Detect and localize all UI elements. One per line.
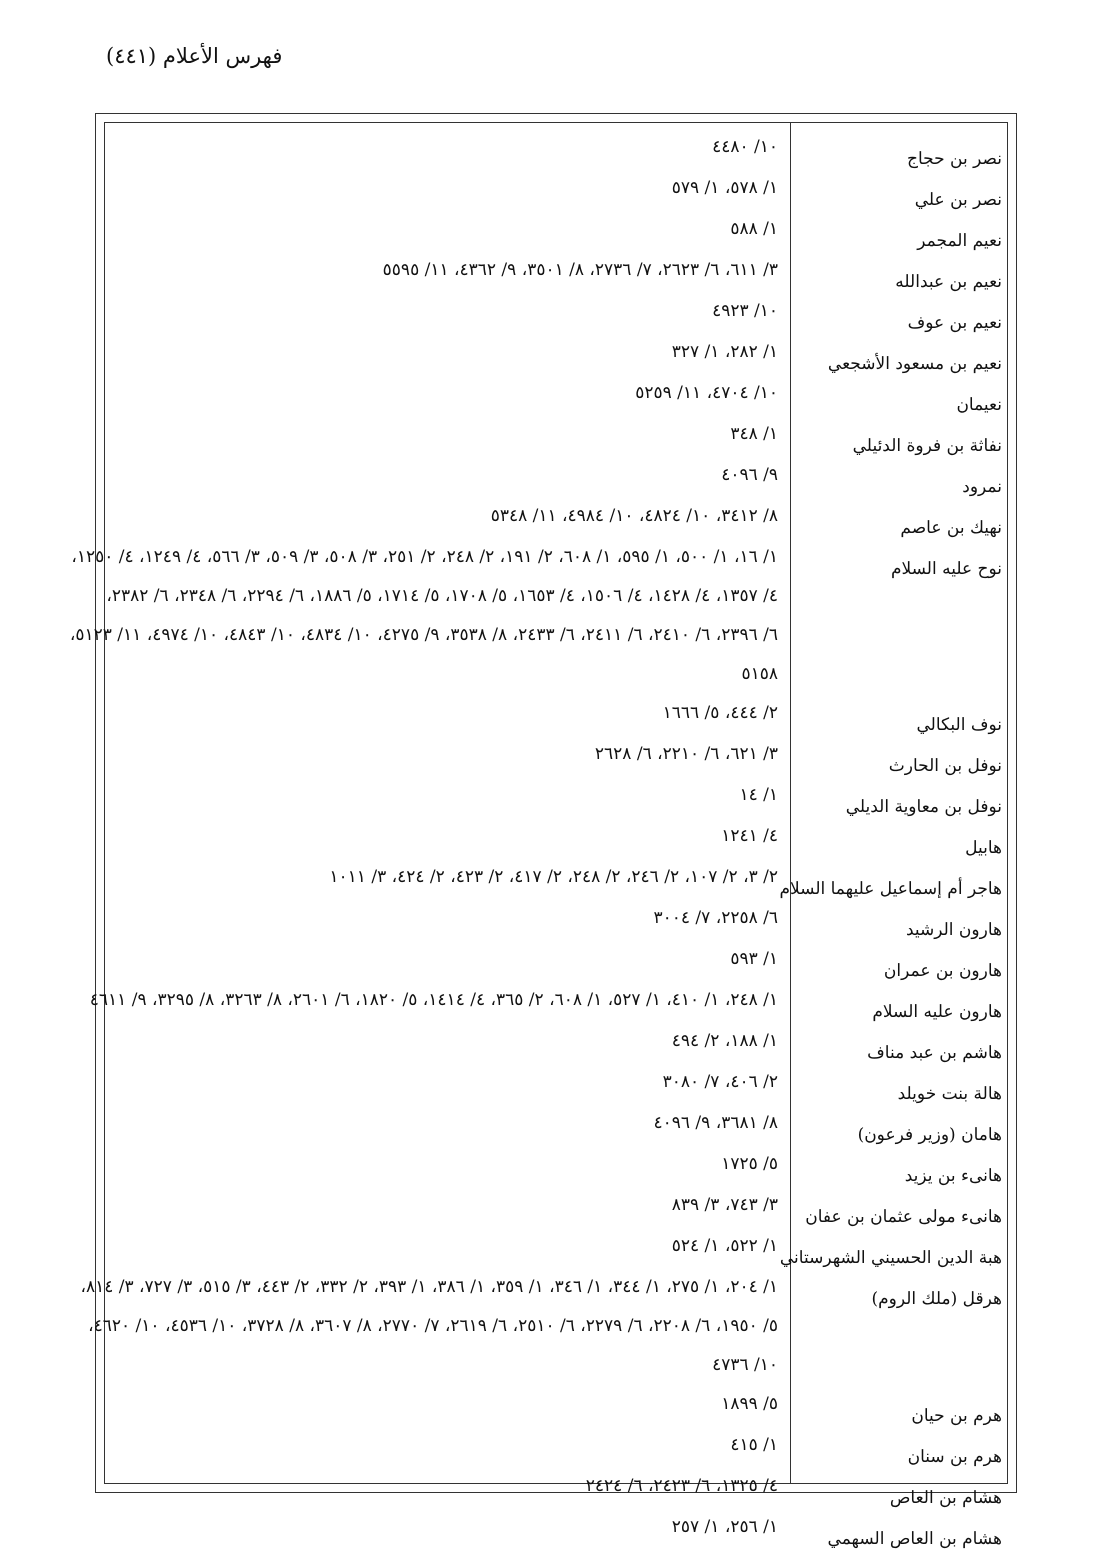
entry-references xyxy=(66,538,790,694)
reference-line: ٥/ ١٩٥٠، ٦/ ٢٢٠٨، ٦/ ٢٢٧٩، ٦/ ٢٥١٠، ٦/ ٢٦١٩، ٧/ ٢٧٧٠، ٨/ ٣٦٠٧، ٨/ ٣٧٢٨، ١٠/ ٤٥٣٦، ١٠/ ٤٦٢٠، xyxy=(88,1316,778,1336)
entry-references xyxy=(104,858,790,899)
reference-line: ٥/ ١٧٢٥ xyxy=(721,1154,778,1174)
entry-name: هرقل (ملك الروم) xyxy=(871,1289,1002,1309)
index-entry xyxy=(104,817,1008,858)
entry-references xyxy=(76,1268,790,1385)
reference-line: ٨/ ٣٦٨١، ٩/ ٤٠٩٦ xyxy=(653,1113,778,1133)
entry-name: هامان (وزير فرعون) xyxy=(857,1125,1002,1145)
index-entry xyxy=(104,735,1008,776)
index-entry xyxy=(69,538,1008,694)
reference-line: ٤/ ١٢٤١ xyxy=(721,826,778,846)
reference-line: ٤/ ١٣٢٥، ٦/ ٢٤٢٣، ٦/ ٢٤٢٤ xyxy=(585,1476,778,1496)
reference-line: ١٠/ ٤٧٠٤، ١١/ ٥٢٥٩ xyxy=(635,383,778,403)
entry-name: نعيم بن مسعود الأشجعي xyxy=(827,354,1002,374)
index-entry xyxy=(89,981,1008,1022)
reference-line: ١/ ٢٤٨، ١/ ٤١٠، ١/ ٥٢٧، ١/ ٦٠٨، ٢/ ٣٦٥، ٤/ ١٤١٤، ٥/ ١٨٢٠، ٦/ ٢٦٠١، ٨/ ٣٢٦٣، ٨/ ٣٢٩٥، ٩/ ٤٦١١ xyxy=(89,990,778,1010)
index-entry xyxy=(104,128,1008,169)
entry-name: نعيمان xyxy=(956,395,1002,415)
reference-line: ٣/ ٦١١، ٦/ ٢٦٢٣، ٧/ ٢٧٣٦، ٨/ ٣٥٠١، ٩/ ٤٣٦٢، ١١/ ٥٥٩٥ xyxy=(382,260,778,280)
entry-references xyxy=(104,776,790,817)
reference-line: ١/ ٥٩٣ xyxy=(730,949,778,969)
entry-references xyxy=(86,981,790,1022)
reference-line: ١/ ٤١٥ xyxy=(730,1435,778,1455)
entry-references xyxy=(104,128,790,169)
entry-name: هانىء بن يزيد xyxy=(904,1166,1002,1186)
entry-references xyxy=(104,169,790,210)
entry-name: هرم بن سنان xyxy=(907,1447,1002,1467)
reference-line: ١/ ٥٢٢، ١/ ٥٢٤ xyxy=(671,1236,778,1256)
entry-references xyxy=(104,210,790,251)
index-entry xyxy=(104,1145,1008,1186)
entry-name: هبة الدين الحسيني الشهرستاني xyxy=(779,1248,1002,1268)
entry-references xyxy=(104,1145,790,1186)
entry-name: هارون الرشيد xyxy=(905,920,1002,940)
index-entry xyxy=(104,694,1008,735)
index-entry xyxy=(104,858,1008,899)
index-entry xyxy=(104,374,1008,415)
entry-references xyxy=(104,497,790,538)
entry-references xyxy=(104,1186,790,1227)
reference-line: ٨/ ٣٤١٢، ١٠/ ٤٨٢٤، ١٠/ ٤٩٨٤، ١١/ ٥٣٤٨ xyxy=(490,506,778,526)
entry-name: نمرود xyxy=(962,477,1002,497)
entry-references xyxy=(104,1467,790,1508)
index-entry xyxy=(104,415,1008,456)
entry-references xyxy=(104,1104,790,1145)
reference-line: ٢/ ٤٠٦، ٧/ ٣٠٨٠ xyxy=(662,1072,778,1092)
reference-line: ٣/ ٧٤٣، ٣/ ٨٣٩ xyxy=(671,1195,778,1215)
reference-line: ١/ ٥٨٨ xyxy=(730,219,778,239)
reference-line: ٢/ ٤٤٤، ٥/ ١٦٦٦ xyxy=(662,703,778,723)
reference-line: ٩/ ٤٠٩٦ xyxy=(721,465,778,485)
entry-references xyxy=(104,251,790,292)
entry-name: نوفل بن الحارث xyxy=(888,756,1002,776)
entry-references xyxy=(104,735,790,776)
entry-references xyxy=(104,940,790,981)
index-entry xyxy=(104,251,1008,292)
reference-line: ٥١٥٨ xyxy=(741,664,778,684)
reference-line: ١٠/ ٤٧٣٦ xyxy=(712,1355,778,1375)
reference-line: ١/ ٢٥٦، ١/ ٢٥٧ xyxy=(671,1517,778,1537)
entry-references xyxy=(104,333,790,374)
entry-name: نعيم بن عوف xyxy=(907,313,1002,333)
index-entry xyxy=(104,210,1008,251)
entry-name: نصر بن علي xyxy=(914,190,1002,210)
page-header: فهرس الأعلام (٤٤١) xyxy=(106,44,283,68)
entry-name: هرم بن حيان xyxy=(911,1406,1002,1426)
entry-name: هالة بنت خويلد xyxy=(897,1084,1002,1104)
index-entry xyxy=(104,1022,1008,1063)
entry-references xyxy=(104,1426,790,1467)
index-entry xyxy=(104,940,1008,981)
entry-name: هارون عليه السلام xyxy=(872,1002,1002,1022)
entry-name: هشام بن العاص xyxy=(889,1488,1002,1508)
reference-line: ٦/ ٢٣٩٦، ٦/ ٢٤١٠، ٦/ ٢٤١١، ٦/ ٢٤٣٣، ٨/ ٣٥٣٨، ٩/ ٤٢٧٥، ١٠/ ٤٨٣٤، ١٠/ ٤٨٤٣، ١٠/ ٤٩٧٤، ١١/ ٥١٢٣، xyxy=(69,625,778,645)
entry-references xyxy=(104,374,790,415)
index-entry xyxy=(104,1227,1008,1268)
index-entry xyxy=(104,776,1008,817)
reference-line: ٤/ ١٣٥٧، ٤/ ١٤٢٨، ٤/ ١٥٠٦، ٤/ ١٦٥٣، ٥/ ١٧٠٨، ٥/ ١٧١٤، ٥/ ١٨٨٦، ٦/ ٢٢٩٤، ٦/ ٢٣٤٨، ٦/ ٢٣٨٢، xyxy=(106,586,778,606)
index-entry xyxy=(104,899,1008,940)
entry-references xyxy=(104,1385,790,1426)
index-entry xyxy=(104,1186,1008,1227)
entry-name: هانىء مولى عثمان بن عفان xyxy=(805,1207,1002,1227)
index-entry xyxy=(104,1385,1008,1426)
entry-name: هابيل xyxy=(965,838,1002,858)
entry-references xyxy=(104,415,790,456)
entry-references xyxy=(104,1227,790,1268)
entry-name: نعيم بن عبدالله xyxy=(895,272,1002,292)
index-entry xyxy=(104,497,1008,538)
entry-name: نوفل بن معاوية الديلي xyxy=(845,797,1002,817)
entry-name: نعيم المجمر xyxy=(917,231,1002,251)
entry-name: نوح عليه السلام xyxy=(890,559,1002,579)
reference-line: ١٠/ ٤٤٨٠ xyxy=(712,137,778,157)
reference-line: ١/ ١٨٨، ٢/ ٤٩٤ xyxy=(671,1031,778,1051)
reference-line: ١/ ١٤ xyxy=(739,785,778,805)
index-entry xyxy=(104,1104,1008,1145)
reference-line: ١/ ٥٧٨، ١/ ٥٧٩ xyxy=(671,178,778,198)
reference-line: ١/ ٣٤٨ xyxy=(730,424,778,444)
reference-line: ٦/ ٢٢٥٨، ٧/ ٣٠٠٤ xyxy=(653,908,778,928)
reference-line: ١/ ٢٨٢، ١/ ٣٢٧ xyxy=(671,342,778,362)
index-entry xyxy=(104,1426,1008,1467)
reference-line: ٢/ ٣، ٢/ ١٠٧، ٢/ ٢٤٦، ٢/ ٢٤٨، ٢/ ٤١٧، ٢/ ٤٢٣، ٢/ ٤٢٤، ٣/ ١٠١١ xyxy=(329,867,778,887)
index-entry xyxy=(104,1467,1008,1508)
entry-references xyxy=(104,292,790,333)
index-entry xyxy=(104,1063,1008,1104)
index-entry xyxy=(104,292,1008,333)
entry-name: هاشم بن عبد مناف xyxy=(867,1043,1002,1063)
reference-line: ٥/ ١٨٩٩ xyxy=(721,1394,778,1414)
index-entry xyxy=(104,333,1008,374)
entry-references xyxy=(104,456,790,497)
entry-references xyxy=(104,899,790,940)
reference-line: ١/ ٢٠٤، ١/ ٢٧٥، ١/ ٣٤٤، ١/ ٣٤٦، ١/ ٣٥٩، ١/ ٣٨٦، ١/ ٣٩٣، ٢/ ٣٣٢، ٢/ ٤٤٣، ٣/ ٥١٥، ٣/ ٧٢٧، ٣/ ٨١٤، xyxy=(80,1277,778,1297)
reference-line: ١٠/ ٤٩٢٣ xyxy=(712,301,778,321)
entry-name: نهيك بن عاصم xyxy=(900,518,1002,538)
index-entry xyxy=(104,1508,1008,1549)
entry-name: نوف البكالي xyxy=(916,715,1002,735)
entry-references xyxy=(104,1508,790,1549)
entry-references xyxy=(104,1063,790,1104)
entry-name: نصر بن حجاج xyxy=(907,149,1002,169)
entry-references xyxy=(104,1022,790,1063)
entry-name: هشام بن العاص السهمي xyxy=(827,1529,1002,1549)
reference-line: ٣/ ٦٢١، ٦/ ٢٢١٠، ٦/ ٢٦٢٨ xyxy=(594,744,778,764)
index-entry xyxy=(104,169,1008,210)
entry-name: نفاثة بن فروة الدئيلي xyxy=(852,436,1002,456)
entry-name: هارون بن عمران xyxy=(883,961,1002,981)
entry-references xyxy=(104,817,790,858)
index-entries xyxy=(69,128,1008,1549)
index-entry xyxy=(80,1268,1008,1385)
index-entry xyxy=(104,456,1008,497)
entry-name: هاجر أم إسماعيل عليهما السلام xyxy=(779,879,1002,899)
entry-references xyxy=(104,694,790,735)
reference-line: ١/ ١٦، ١/ ٥٠٠، ١/ ٥٩٥، ١/ ٦٠٨، ٢/ ١٩١، ٢/ ٢٤٨، ٢/ ٢٥١، ٣/ ٥٠٨، ٣/ ٥٠٩، ٣/ ٥٦٦، ٤/ ١٢٤٩، ٤/ ١٢٥٠، xyxy=(71,547,778,567)
